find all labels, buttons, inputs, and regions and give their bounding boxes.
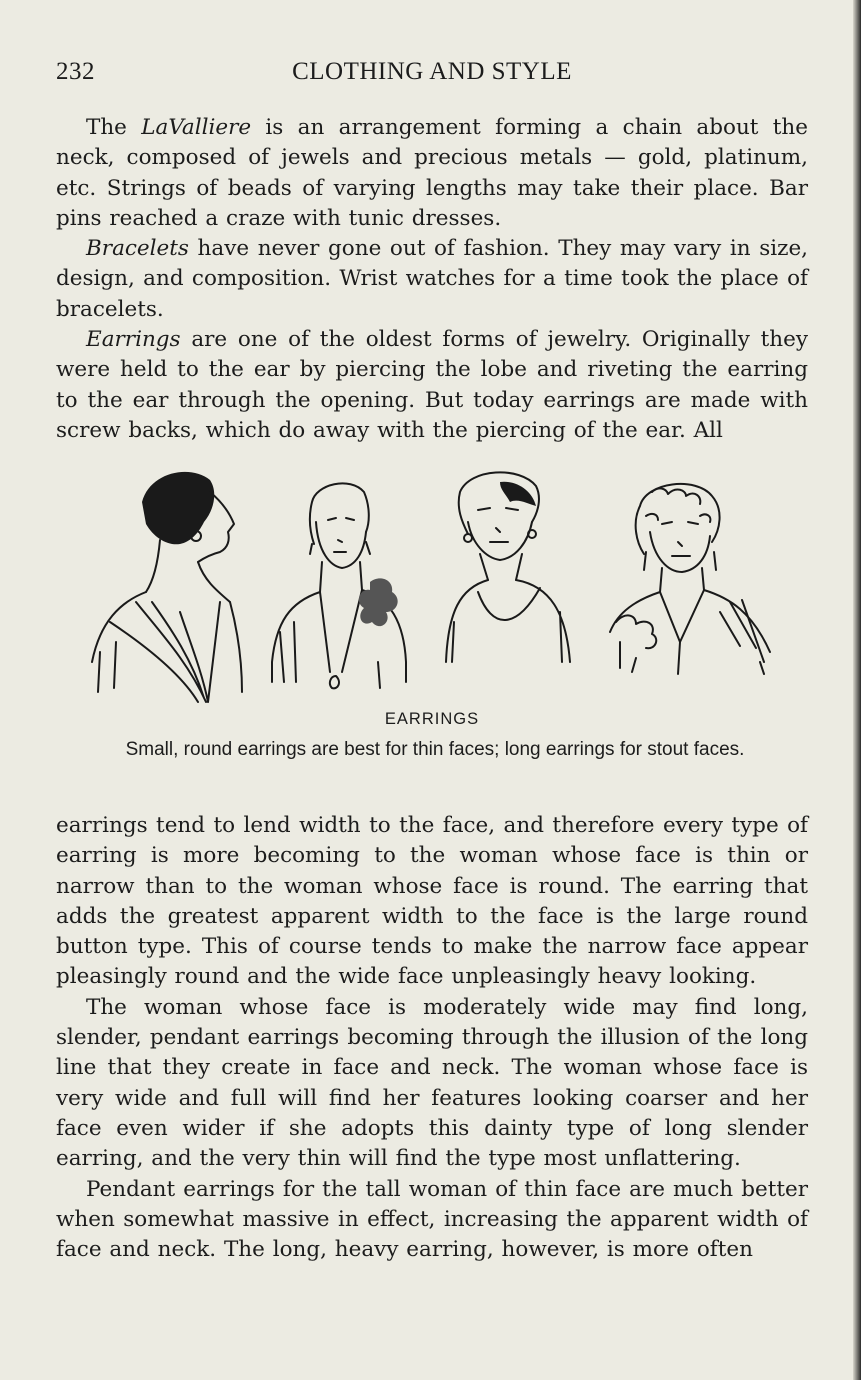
figure-front-curly	[610, 484, 770, 674]
bob-hair	[310, 483, 369, 544]
paragraph-earrings	[56, 325, 808, 446]
neck	[480, 554, 522, 580]
term-bracelets: Bracelets	[86, 236, 189, 262]
paragraph-continuation: earrings tend to lend width to the face, and therefore every type of earring is more becoming to the woman whose face is thin or narrow than to the woman whose face is round. The earring that adds the greatest apparent width to the face is the large round button type. This of course tends to make the narrow face appear pleasingly round and the wide face unpleasingly heavy looking.	[56, 813, 808, 990]
figure-front-wavy	[446, 472, 570, 662]
bottom-text-block	[56, 811, 808, 1265]
button-earring-icon	[464, 534, 472, 542]
figure-caption-title: EARRINGS	[384, 710, 480, 728]
paragraph-lavalliere	[56, 113, 808, 234]
figure-front-bob	[272, 483, 406, 688]
facial-features	[478, 508, 518, 542]
face-outline	[316, 522, 366, 568]
figure-caption-text: Small, round earrings are best for thin faces; long earrings for stout faces.	[125, 739, 745, 760]
earrings-illustration	[80, 462, 790, 710]
curly-hair	[636, 484, 720, 554]
page-header	[56, 58, 808, 92]
corsage-flower-icon	[359, 578, 398, 626]
paragraph-text: are one of the oldest forms of jewelry. Originally they were held to the ear by piercing the lobe and riveting the earring to the ear through the opening. But today earrings are made with screw backs, which do away with the piercing of the ear. All	[56, 327, 808, 443]
paragraph-text: is an arrangement forming a chain about the neck, composed of jewels and precious metals — gold, platinum, etc. Strings of beads of varying lengths may take their place. Bar pins reached a craze with tunic dresses.	[56, 115, 808, 231]
neck	[320, 562, 362, 592]
dress-edge	[98, 642, 116, 692]
face-outline	[650, 532, 710, 572]
dress-lines	[280, 622, 380, 688]
dress-lines	[620, 642, 764, 674]
paragraph-text: have never gone out of fashion. They may vary in size, design, and composition. Wrist watches for a time took the place of bracelets.	[56, 236, 808, 322]
wavy-hair	[459, 472, 539, 534]
page-edge-shadow	[853, 0, 861, 1380]
paragraph-bracelets	[56, 234, 808, 325]
paragraph-lead: The	[86, 115, 142, 140]
top-text-block	[56, 113, 808, 446]
term-earrings: Earrings	[86, 327, 181, 353]
dark-hair	[142, 472, 214, 544]
term-lavalliere: LaValliere	[141, 115, 252, 140]
curl-details	[646, 488, 710, 522]
running-head: CLOTHING AND STYLE	[292, 58, 572, 85]
figure-profile-woman	[92, 472, 242, 702]
page-number: 232	[56, 58, 95, 85]
paragraph-pendant-earrings: The woman whose face is moderately wide may find long, slender, pendant earrings becoming through the illusion of the long line that they create in face and neck. The woman whose face is very wide and full will find her features looking coarser and her face even wider if she adopts this dainty type of long slender earring, and the very thin will find the type most unflattering.	[56, 994, 808, 1172]
dress-neckline	[446, 580, 570, 662]
facial-features	[328, 518, 354, 552]
paragraph-tall-woman: Pendant earrings for the tall woman of thin face are much better when somewhat massive in effect, increasing the apparent width of face and neck. The long, heavy earring, however, is more often	[56, 1176, 808, 1263]
neck	[146, 540, 230, 602]
hair-shadow	[500, 482, 536, 506]
earrings-figure-drawing	[80, 462, 790, 710]
facial-features	[662, 522, 698, 556]
